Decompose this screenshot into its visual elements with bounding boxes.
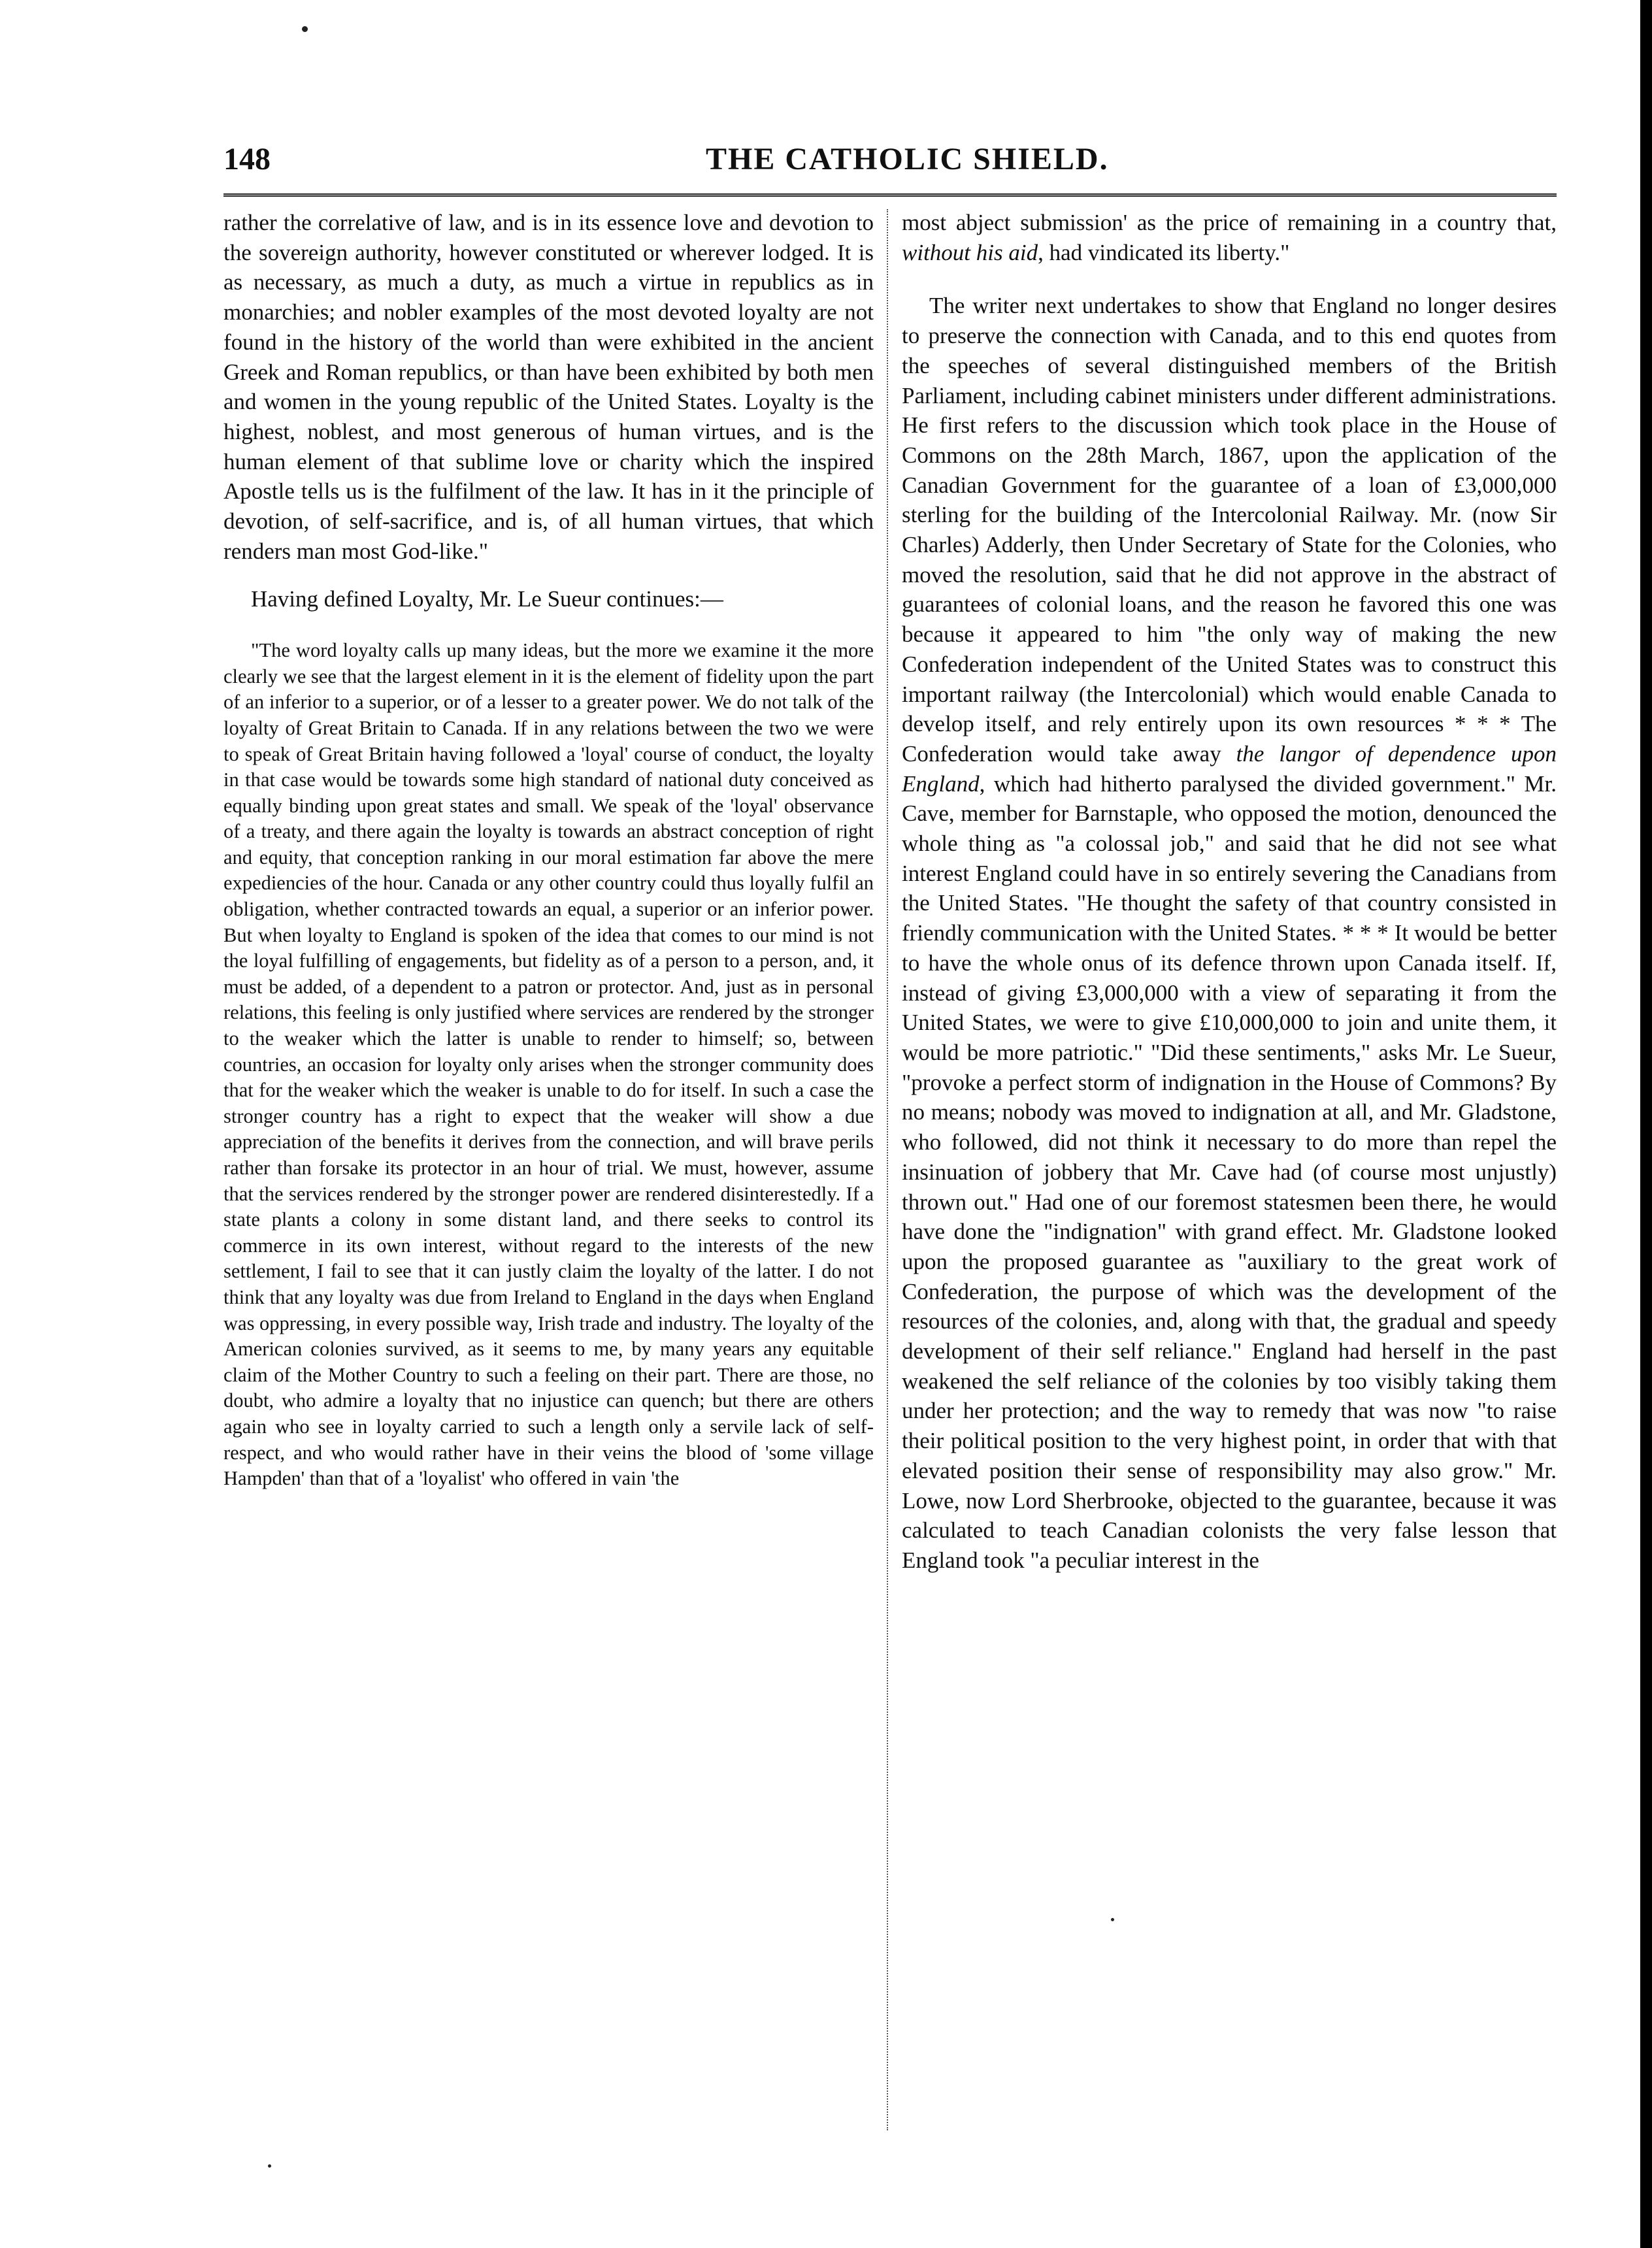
right-column: [902, 208, 1557, 1576]
text-run: , which had hitherto paralysed the divided government." Mr. Cave, member for Barnstaple, who opposed the motion, denounced the whole thing as "a colossal job," and said that he did not see what interest England could have in so entirely severing the Canadians from the United States. "He thought the safety of that country consisted in friendly communication with the United States. * * * It would be better to have the whole onus of its defence thrown upon Canada itself. If, instead of giving £3,000,000 with a view of separating it from the United States, we were to give £10,000,000 to join and unite them, it would be more patriotic." "Did these sentiments," asks Mr. Le Sueur, "provoke a perfect storm of indignation in the House of Commons? By no means; nobody was moved to indignation at all, and Mr. Gladstone, who followed, did not think it necessary to do more than repel the insinuation of jobbery that Mr. Cave had (of course most unjustly) thrown out." Had one of our foremost statesmen been there, he would have done the "indignation" with grand effect. Mr. Gladstone looked upon the proposed guarantee as "auxiliary to the great work of Confederation, the purpose of which was the development of the resources of the colonies, and, along with that, the gradual and speedy development of their self reliance." England had herself in the past weakened the self reliance of the colonies by too visibly taking them under her protection; and the way to remedy that was now "to raise their political position to the very highest point, in order that with that elevated position their sense of responsibility may also grow." Mr. Lowe, now Lord Sherbrooke, objected to the guarantee, because it was calculated to teach Canadian colonists the very false lesson that England took "a peculiar interest in the: [902, 770, 1557, 1573]
left-column: [223, 208, 874, 1492]
scan-border: [1640, 0, 1652, 2248]
italic-phrase: the langor of dependence upon England: [902, 740, 1557, 797]
running-head-title: THE CATHOLIC SHIELD.: [706, 142, 1109, 176]
paragraph-continues: Having defined Loyalty, Mr. Le Sueur continues:—: [251, 586, 723, 612]
text-run: The writer next undertakes to show that England no longer desires to preserve the connection with Canada, and to this end quotes from the speeches of several distinguished members of the British Parliament, including cabinet ministers under different administrations. He first refers to the discussion which took place in the House of Commons on the 28th March, 1867, upon the application of the Canadian Government for the guarantee of a loan of £3,000,000 sterling for the building of the Intercolonial Railway. Mr. (now Sir Charles) Adderly, then Under Secretary of State for the Colonies, who moved the resolution, said that he did not approve in the abstract of guarantees of colonial loans, and the reason he favored this one was because it appeared to him "the only way of making the new Confederation independent of the United States was to construct this important railway (the Intercolonial) which would enable Canada to develop itself, and rely entirely upon its own resources * * * The Confederation would take away: [902, 293, 1557, 767]
paragraph-quote-ending: [902, 208, 1557, 267]
ink-speck: [1111, 1918, 1114, 1921]
ink-speck: [302, 26, 308, 32]
column-divider: [887, 209, 888, 2130]
page-number: 148: [223, 142, 271, 176]
text-run: , had vindicated its liberty.": [1038, 239, 1290, 265]
block-quote-le-sueur: "The word loyalty calls up many ideas, but the more we examine it the more clearly we see that the largest element in it is the element of fidelity upon the part of an inferior to a superior, or of a lesser to a greater power. We do not talk of the loyalty of Great Britain to Canada. If in any relations between the two we were to speak of Great Britain having followed a 'loyal' course of conduct, the loyalty in that case would be towards some high standard of national duty conceived as equally binding upon great states and small. We speak of the 'loyal' observance of a treaty, and there again the loyalty is towards an abstract conception of right and equity, that conception ranking in our moral estimation far above the mere expediencies of the hour. Canada or any other country could thus loyally fulfil an obligation, whether contracted towards an equal, a superior or an inferior power. But when loyalty to England is spoken of the idea that comes to our mind is not the loyal fulfilling of engagements, but fidelity as of a person to a person, and, it must be added, of a dependent to a patron or protector. And, just as in personal relations, this feeling is only justified where services are rendered by the stronger to the weaker which the latter is unable to render to himself; so, between countries, an occasion for loyalty only arises when the stronger community does that for the weaker which the weaker is unable to do for itself. In such a case the stronger country has a right to expect that the weaker will show a due appreciation of the benefits it derives from the connection, and will brave perils rather than forsake its protector in an hour of trial. We must, however, assume that the services rendered by the stronger power are rendered disinterestedly. If a state plants a colony in some distant land, and there seeks to control its commerce in its own interest, without regard to the interests of the new settlement, I fail to see that it can justly claim the loyalty of the latter. I do not think that any loyalty was due from Ireland to England in the days when England was oppressing, in every possible way, Irish trade and industry. The loyalty of the American colonies survived, as it seems to me, by many years any equitable claim of the Mother Country to such a feeling on their part. There are those, no doubt, who admire a loyalty that no injustice can quench; but there are others again who see in loyalty carried to such a length only a servile lack of self-respect, and who would rather have in their veins the blood of 'some village Hampden' than that of a 'loyalist' who offered in vain 'the: [223, 639, 874, 1490]
ink-speck: [268, 2164, 271, 2168]
italic-phrase: without his aid: [902, 239, 1038, 265]
paragraph-parliament-speeches: [902, 291, 1557, 1575]
header-rule: [223, 193, 1557, 197]
text-run: most abject submission' as the price of remaining in a country that,: [902, 210, 1557, 235]
paragraph-loyalty-definition: rather the correlative of law, and is in its essence love and devotion to the sovereign authority, however constituted or wherever lodged. It is as necessary, as much a duty, as much a virtue in republics as in monarchies; and nobler examples of the most devoted loyalty are not found in the history of the world than were exhibited in the ancient Greek and Roman republics, or than have been exhibited by both men and women in the young republic of the United States. Loyalty is the highest, noblest, and most generous of human virtues, and is the human element of that sublime love or charity which the inspired Apostle tells us is the fulfilment of the law. It has in it the principle of devotion, of self-sacrifice, and is, of all human virtues, that which renders man most God-like.": [223, 210, 874, 564]
